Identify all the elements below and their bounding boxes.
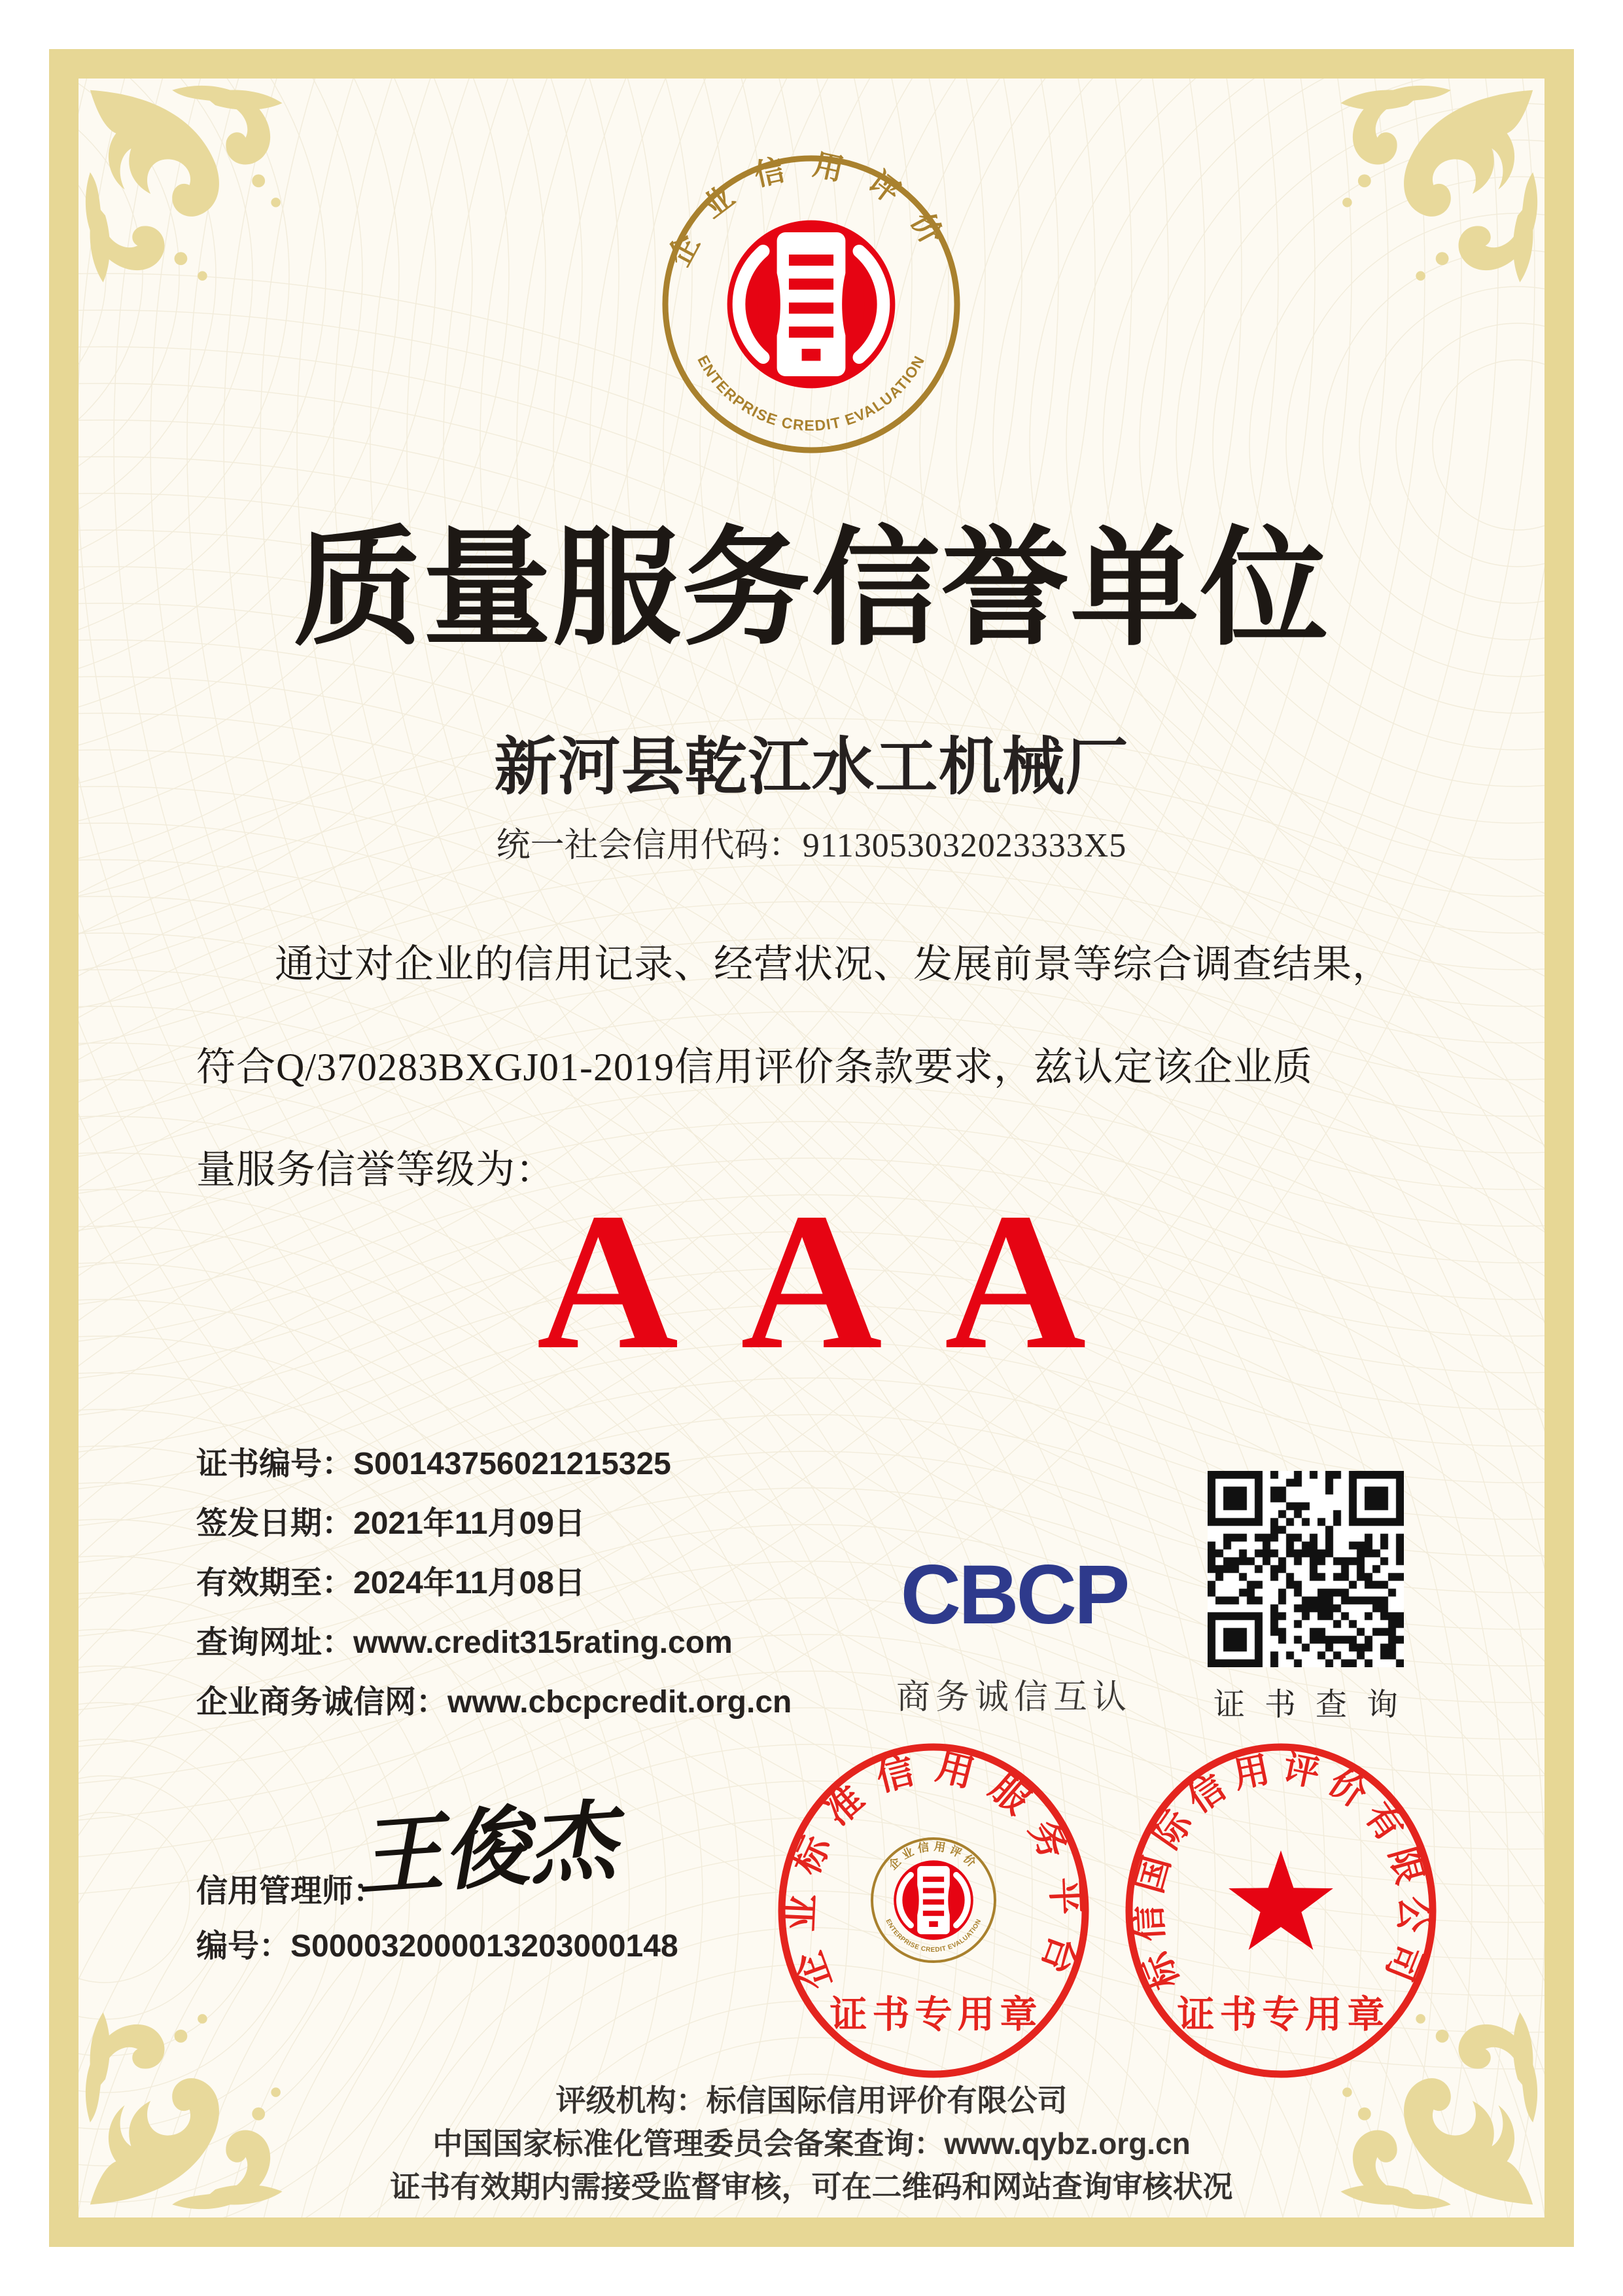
company-name: 新河县乾江水工机械厂 — [494, 732, 1129, 802]
detail-value: 2024年11月08日 — [353, 1566, 585, 1600]
detail-value: 2021年11月09日 — [353, 1506, 585, 1541]
credit-rating-grade: AAA — [536, 1173, 1149, 1390]
red-star-icon — [1229, 1850, 1333, 1950]
qr-caption: 证书查询 — [1213, 1687, 1418, 1722]
credit-coin-emblem-icon — [727, 221, 896, 389]
detail-label: 签发日期： — [196, 1506, 354, 1541]
cbcp-logo: CBCP — [900, 1548, 1128, 1642]
credit-code-value: 9113053032023333X5 — [802, 827, 1127, 864]
left-seal-bottom-text: 证书专用章 — [829, 1994, 1043, 2036]
credit-manager-label: 信用管理师： — [196, 1874, 385, 1909]
manager-number-value: S000032000013203000148 — [290, 1929, 678, 1964]
detail-value: www.credit315rating.com — [353, 1625, 733, 1660]
footer-supervision-note: 证书有效期内需接受监督审核，可在二维码和网站查询审核状况 — [390, 2170, 1233, 2204]
detail-label: 查询网址： — [196, 1625, 354, 1660]
certificate-title: 质量服务信誉单位 — [293, 519, 1330, 661]
statement-line: 通过对企业的信用记录、经营状况、发展前景等综合调查结果， — [275, 943, 1392, 986]
mini-logo-arc-top-text: 企业信用评价 — [886, 1839, 981, 1873]
corner-flourish-icon — [1330, 77, 1546, 293]
detail-value: S00143756021215325 — [353, 1447, 671, 1481]
statement-line: 量服务信誉等级为： — [196, 1148, 555, 1192]
logo-arc-top-text: 企业信用评价 — [662, 147, 960, 272]
enterprise-credit-evaluation-logo-icon — [654, 147, 968, 461]
detail-label: 证书编号： — [196, 1447, 354, 1481]
manager-signature: 王俊杰 — [353, 1793, 619, 1907]
platform-seal — [770, 1734, 1097, 2087]
manager-number-line — [196, 1929, 678, 1964]
credit-code-line — [0, 826, 1623, 866]
detail-row-cert-number — [196, 1447, 1047, 1507]
qr-code — [1208, 1471, 1404, 1667]
left-seal-mini-logo-icon — [872, 1839, 995, 1962]
left-seal-ring-text: 企业标准信用服务平台 — [780, 1746, 1087, 1996]
footer-rating-agency: 评级机构：标信国际信用评价有限公司 — [555, 2083, 1068, 2117]
rating-company-seal — [1117, 1734, 1444, 2087]
credit-code-label: 统一社会信用代码： — [496, 827, 803, 864]
footer-registry-query: 中国国家标准化管理委员会备案查询：www.qybz.org.cn — [432, 2127, 1191, 2161]
detail-value: www.cbcpcredit.org.cn — [447, 1685, 792, 1720]
corner-flourish-icon — [77, 77, 293, 293]
right-seal-bottom-text: 证书专用章 — [1177, 1994, 1390, 2036]
right-seal-ring-text: 标信国际信用评价有限公司 — [1128, 1747, 1434, 1995]
logo-arc-bottom-text: ENTERPRISE CREDIT EVALUATION — [694, 352, 928, 434]
detail-label: 企业商务诚信网： — [196, 1685, 448, 1720]
mini-logo-arc-bottom-text: ENTERPRISE CREDIT EVALUATION — [884, 1918, 983, 1954]
statement-line: 符合Q/370283BXGJ01-2019信用评价条款要求，兹认定该企业质 — [196, 1046, 1314, 1089]
cbcp-caption: 商务诚信互认 — [896, 1678, 1132, 1716]
manager-number-label: 编号： — [196, 1929, 291, 1964]
detail-label: 有效期至： — [196, 1566, 354, 1600]
